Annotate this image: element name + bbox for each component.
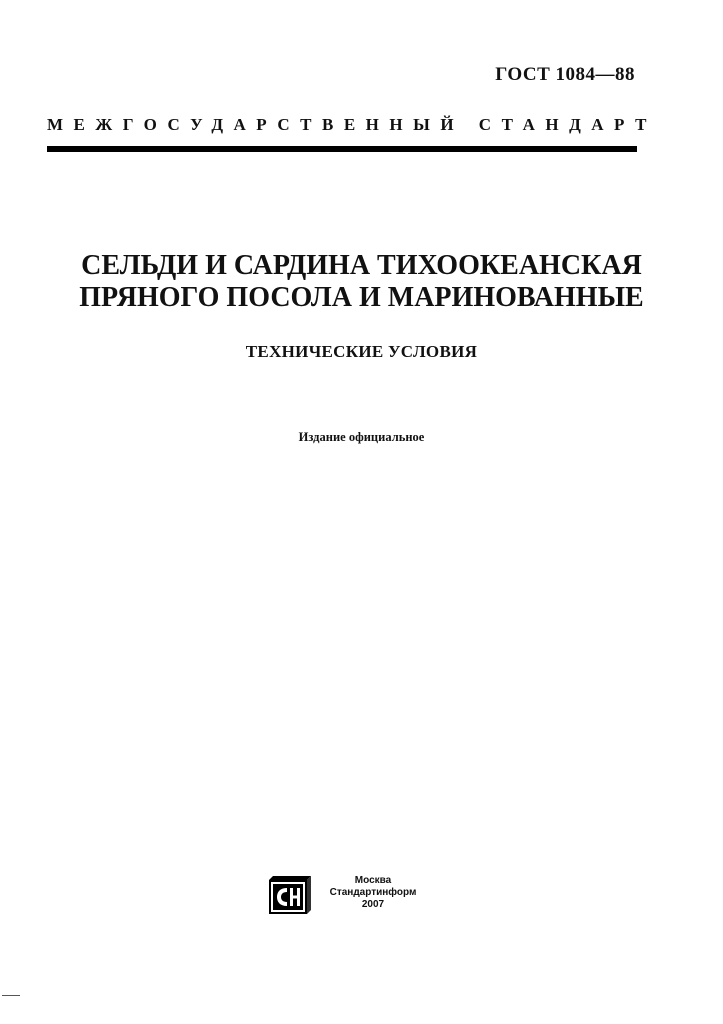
title-line-2: ПРЯНОГО ПОСОЛА И МАРИНОВАННЫЕ: [79, 282, 644, 313]
document-subtitle: ТЕХНИЧЕСКИЕ УСЛОВИЯ: [245, 342, 478, 361]
edition-note: Издание официальное: [298, 430, 425, 444]
imprint-publisher: Стандартинформ: [329, 887, 417, 898]
publisher-logo-icon: [268, 876, 312, 916]
imprint-year: 2007: [361, 899, 385, 910]
imprint-city: Москва: [354, 875, 392, 886]
header-rule: [47, 146, 637, 152]
title-line-1: СЕЛЬДИ И САРДИНА ТИХООКЕАНСКАЯ: [81, 250, 642, 281]
document-title: [40, 250, 683, 314]
doc-number: ГОСТ 1084—88: [495, 64, 635, 85]
corner-mark: [2, 995, 20, 996]
standard-type: МЕЖГОСУДАРСТВЕННЫЙ СТАНДАРТ: [47, 115, 657, 134]
imprint: [318, 875, 428, 911]
